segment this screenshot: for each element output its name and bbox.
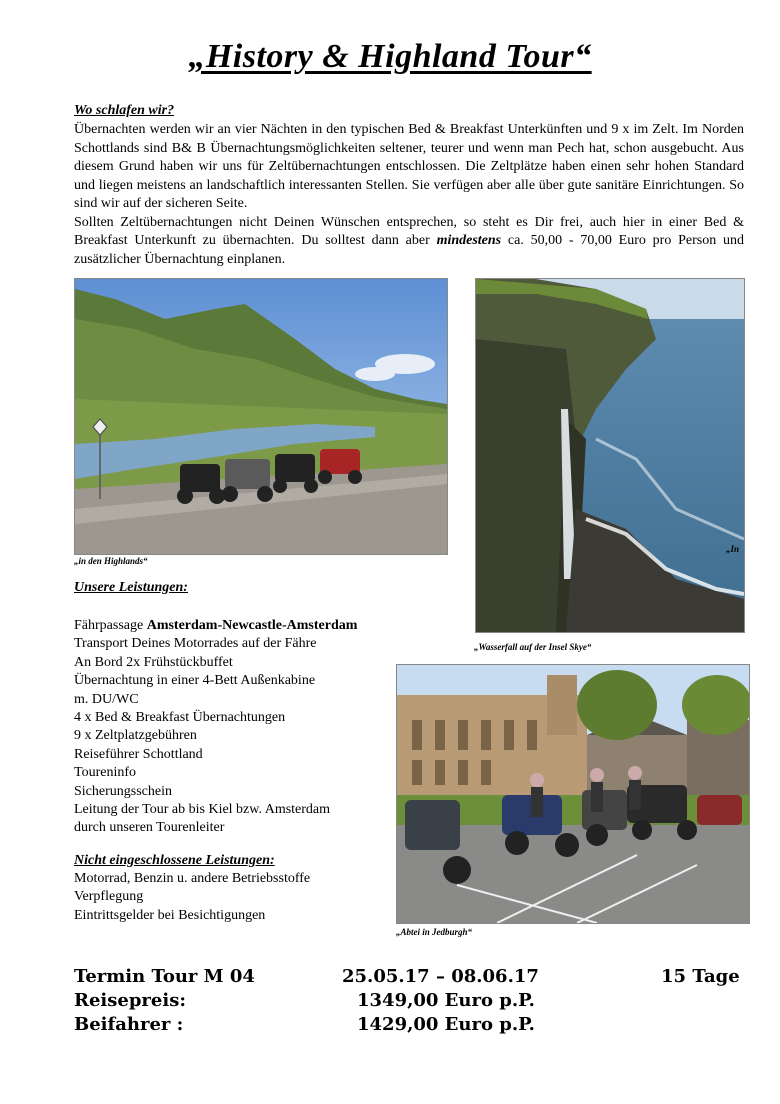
waterfall-photo	[475, 278, 745, 633]
abbey-photo	[396, 664, 750, 924]
list-item: Toureninfo	[74, 765, 137, 781]
list-item: Verpflegung	[74, 889, 144, 905]
accommodation-text	[74, 121, 744, 269]
list-item: m. DU/WC	[74, 691, 139, 707]
page-title: „History & Highland Tour“	[188, 38, 592, 75]
list-item: Transport Deines Motorrades auf der Fähre	[74, 636, 317, 652]
list-item: Übernachtung in einer 4-Bett Außenkabine	[74, 673, 316, 689]
tour-label: Termin Tour M 04	[74, 966, 255, 987]
passenger-label: Beifahrer :	[74, 1014, 184, 1035]
list-item: 4 x Bed & Breakfast Übernachtungen	[74, 710, 286, 726]
list-item: durch unseren Tourenleiter	[74, 820, 225, 836]
waterfall-side-caption: „In	[726, 544, 740, 554]
abbey-caption: „Abtei in Jedburgh“	[396, 927, 473, 937]
tour-dates: 25.05.17 – 08.06.17	[342, 966, 539, 987]
excluded-list	[74, 870, 394, 925]
list-item: Reiseführer Schottland	[74, 746, 203, 762]
accommodation-heading: Wo schlafen wir?	[74, 103, 175, 118]
list-item: 9 x Zeltplatzgebühren	[74, 728, 197, 744]
excluded-heading: Nicht eingeschlossene Leistungen:	[74, 853, 275, 868]
list-item: Eintrittsgelder bei Besichtigungen	[74, 907, 266, 923]
accommodation-paragraph-2: Sollten Zeltübernachtungen nicht Deinen Wünschen entsprechen, so steht es Dir frei, auch hier in einer Bed & Breakfast Unterkunft zu übernachten. Du solltest dann aber mindestens ca. 50,00 - 70,00 Euro pro Person und zusätzlicher Übernachtung einplanen.	[74, 214, 744, 267]
passenger-price: 1429,00 Euro p.P.	[357, 1014, 535, 1035]
highlands-photo	[74, 278, 448, 555]
accommodation-paragraph-1: Übernachten werden wir an vier Nächten in den typischen Bed & Breakfast Unterkünften und 9 x im Zelt. Im Norden Schottlands sind B& B Übernachtungsmöglichkeiten seltener, teurer und wenn man Pech hat, schon ausgebucht. Aus diesem Grund haben wir uns für Zeltübernachtungen entschlossen. Die Zeltplätze haben einen sehr hohen Standard und liegen meistens an landschaftlich interessanten Stellen. Sie verfügen aber alle über gute sanitäre Einrichtungen. So sind wir auf der sicheren Seite.	[74, 122, 744, 211]
waterfall-caption: „Wasserfall auf der Insel Skye“	[474, 642, 592, 652]
list-item: Fährpassage Amsterdam-Newcastle-Amsterdam	[74, 618, 358, 633]
highlands-caption: „in den Highlands“	[74, 556, 148, 566]
list-item: An Bord 2x Frühstückbuffet	[74, 654, 233, 670]
price-label: Reisepreis:	[74, 990, 186, 1011]
services-heading: Unsere Leistungen:	[74, 580, 188, 595]
list-item: Sicherungsschein	[74, 783, 172, 799]
services-list	[74, 617, 404, 838]
list-item: Leitung der Tour ab bis Kiel bzw. Amsterdam	[74, 802, 331, 818]
tour-duration: 15 Tage	[661, 966, 740, 987]
list-item: Motorrad, Benzin u. andere Betriebsstoffe	[74, 871, 311, 886]
price-value: 1349,00 Euro p.P.	[357, 990, 535, 1011]
